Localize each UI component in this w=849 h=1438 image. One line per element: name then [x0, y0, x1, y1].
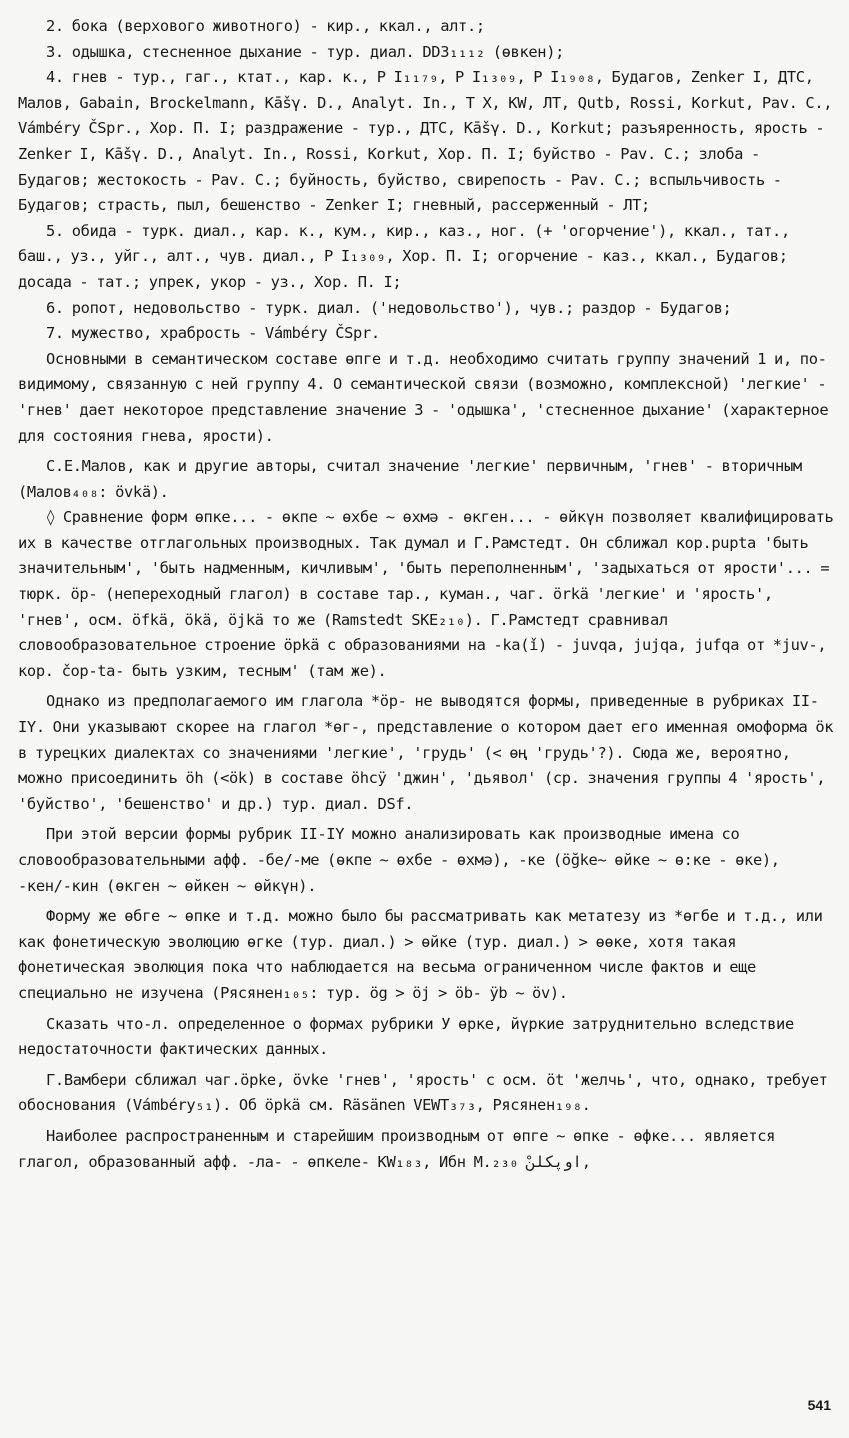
paragraph-meaning-2: 2. бока (верхового животного) - кир., ккал., алт.; — [46, 17, 485, 35]
paragraph-meaning-6: 6. ропот, недовольство - турк. диал. ('недовольство'), чув.; раздор - Будагов; — [46, 298, 732, 317]
document-body — [18, 14, 836, 1175]
paragraph-however: Однако из предполагаемого им глагола *ӧр- не выводятся формы, приведенные в рубриках II-IY. Они указывают скорее на глагол *өг-, представление о котором дает его именная омоформа ӧк в турецких диалектах со значениями 'легкие', 'грудь' (< өң 'грудь'?). Сюда же, вероятно, можно присоединить ӧһ (<ӧk) в составе ӧһсӱ 'джин', 'дьявол' (ср. значения группы 4 'ярость', 'буйство', 'бешенство' и др.) тур. диал. DSf. — [18, 692, 834, 813]
paragraph-meaning-5: 5. обида - турк. диал., кар. к., кум., кир., каз., ног. (+ 'огорчение'), ккал., тат., баш., уз., уйг., алт., чув. диал., Р I₁₃₀₉, Хор. П. I; огорчение - каз., ккал., Будагов; досада - тат.; упрек, укор - уз., Хор. П. I; — [18, 221, 790, 291]
paragraph-meaning-3: 3. одышка, стесненное дыхание - тур. диал. DD3₁₁₁₂ (өвкен); — [46, 42, 565, 61]
page-number: 541 — [807, 1397, 831, 1413]
paragraph-semantics: Основными в семантическом составе өпге и т.д. необходимо считать группу значений 1 и, по-видимому, связанную с ней группу 4. О семантической связи (возможно, комплексной) 'легкие' - 'гнев' дает некоторое представление значение 3 - 'одышка', 'стесненное дыхание' (характерное для состояния гнева, ярости). — [18, 349, 829, 445]
paragraph-meaning-4: 4. гнев - тур., гаг., ктат., кар. к., Р I₁₁₇₉, Р I₁₃₀₉, Р I₁₉₀₈, Будагов, Zenker I, ДТС, Малов, Gabain, Brockelmann, Kāšγ. D., Analyt. In., Т Х, KW, ЛТ, Qutb, Rossi, Korkut, Pav. C., Vámbéry ČSpr., Хор. П. I; раздражение - тур., ДТС, Kāšγ. D., Korkut; разъяренность, ярость - Zenker I, Kāšγ. D., Analyt. In., Rossi, Korkut, Хор. П. I; буйство - Pav. C.; злоба - Будагов; жестокость - Pav. C.; буйность, буйство, свирепость - Pav. C.; вспыльчивость - Будагов; страсть, пыл, бешенство - Zenker I; гневный, рассерженный - ЛТ; — [18, 68, 833, 215]
paragraph-meaning-7: 7. мужество, храбрость - Vámbéry ČSpr. — [46, 324, 380, 343]
paragraph-version: При этой версии формы рубрик II-IY можно анализировать как производные имена со словообразовательными афф. -бе/-ме (өкпе ~ өхбе - өхмә), -ке (ӧğke~ өйке ~ ө:ке - өке), -кен/-кин (өкген ~ өйкен ~ өйкүн). — [18, 825, 780, 895]
paragraph-malov: С.Е.Малов, как и другие авторы, считал значение 'легкие' первичным, 'гнев' - вторичным (Малов₄₀₈: ӧvkä). — [18, 457, 802, 501]
paragraph-rubric-5: Сказать что-л. определенное о формах рубрики У өрке, йүркие затруднительно вследствие недостаточности фактических данных. — [18, 1014, 794, 1059]
paragraph-derivative: Наиболее распространенным и старейшим производным от өпге ~ өпке - өфке... является глагол, образованный афф. -ла- - өпкеле- KW₁₈₃, Ибн М.₂₃₀ اوپكلنْ, — [18, 1126, 776, 1171]
paragraph-metathesis: Форму же өбге ~ өпке и т.д. можно было бы рассматривать как метатезу из *өгбе и т.д., или как фонетическую эволюцию өгке (тур. диал.) > өйке (тур. диал.) > өөке, хотя такая фонетическая эволюция пока что наблюдается на весьма ограниченном числе фактов и еще специально не изучена (Рясянен₁₀₅: тур. ӧg > ӧj > ӧb- ӱb ~ ӧv). — [18, 907, 823, 1002]
paragraph-vambery: Г.Вамбери сближал чаг.ӧpke, ӧvke 'гнев', 'ярость' с осм. ӧt 'желчь', что, однако, требует обоснования (Vámbéry₅₁). Об ӧрkä см. Räsänen VEWT₃₇₃, Рясянен₁₉₈. — [18, 1070, 828, 1115]
paragraph-comparison: ◊ Сравнение форм өпке... - өкпе ~ өхбе ~ өхмә - өкген... - өйкүн позволяет квалифицировать их в качестве отглагольных производных. Так думал и Г.Рамстедт. Он сближал кор.pupta 'быть значительным', 'быть надменным, кичливым', 'быть переполненным', 'задыхаться от ярости'... = тюрк. ӧр- (непереходный глагол) в составе тар., куман., чаг. ӧrkä 'легкие' и 'ярость', 'гнев', осм. ӧfkä, ӧkä, ӧjkä то же (Ramstedt SKE₂₁₀). Г.Рамстедт сравнивал словообразовательное строение ӧрkä с образованиями на -ka(ǐ) - juvqa, jujqa, jufqa от *juv-, кор. čop-ta- быть узким, тесным' (там же). — [18, 508, 834, 680]
